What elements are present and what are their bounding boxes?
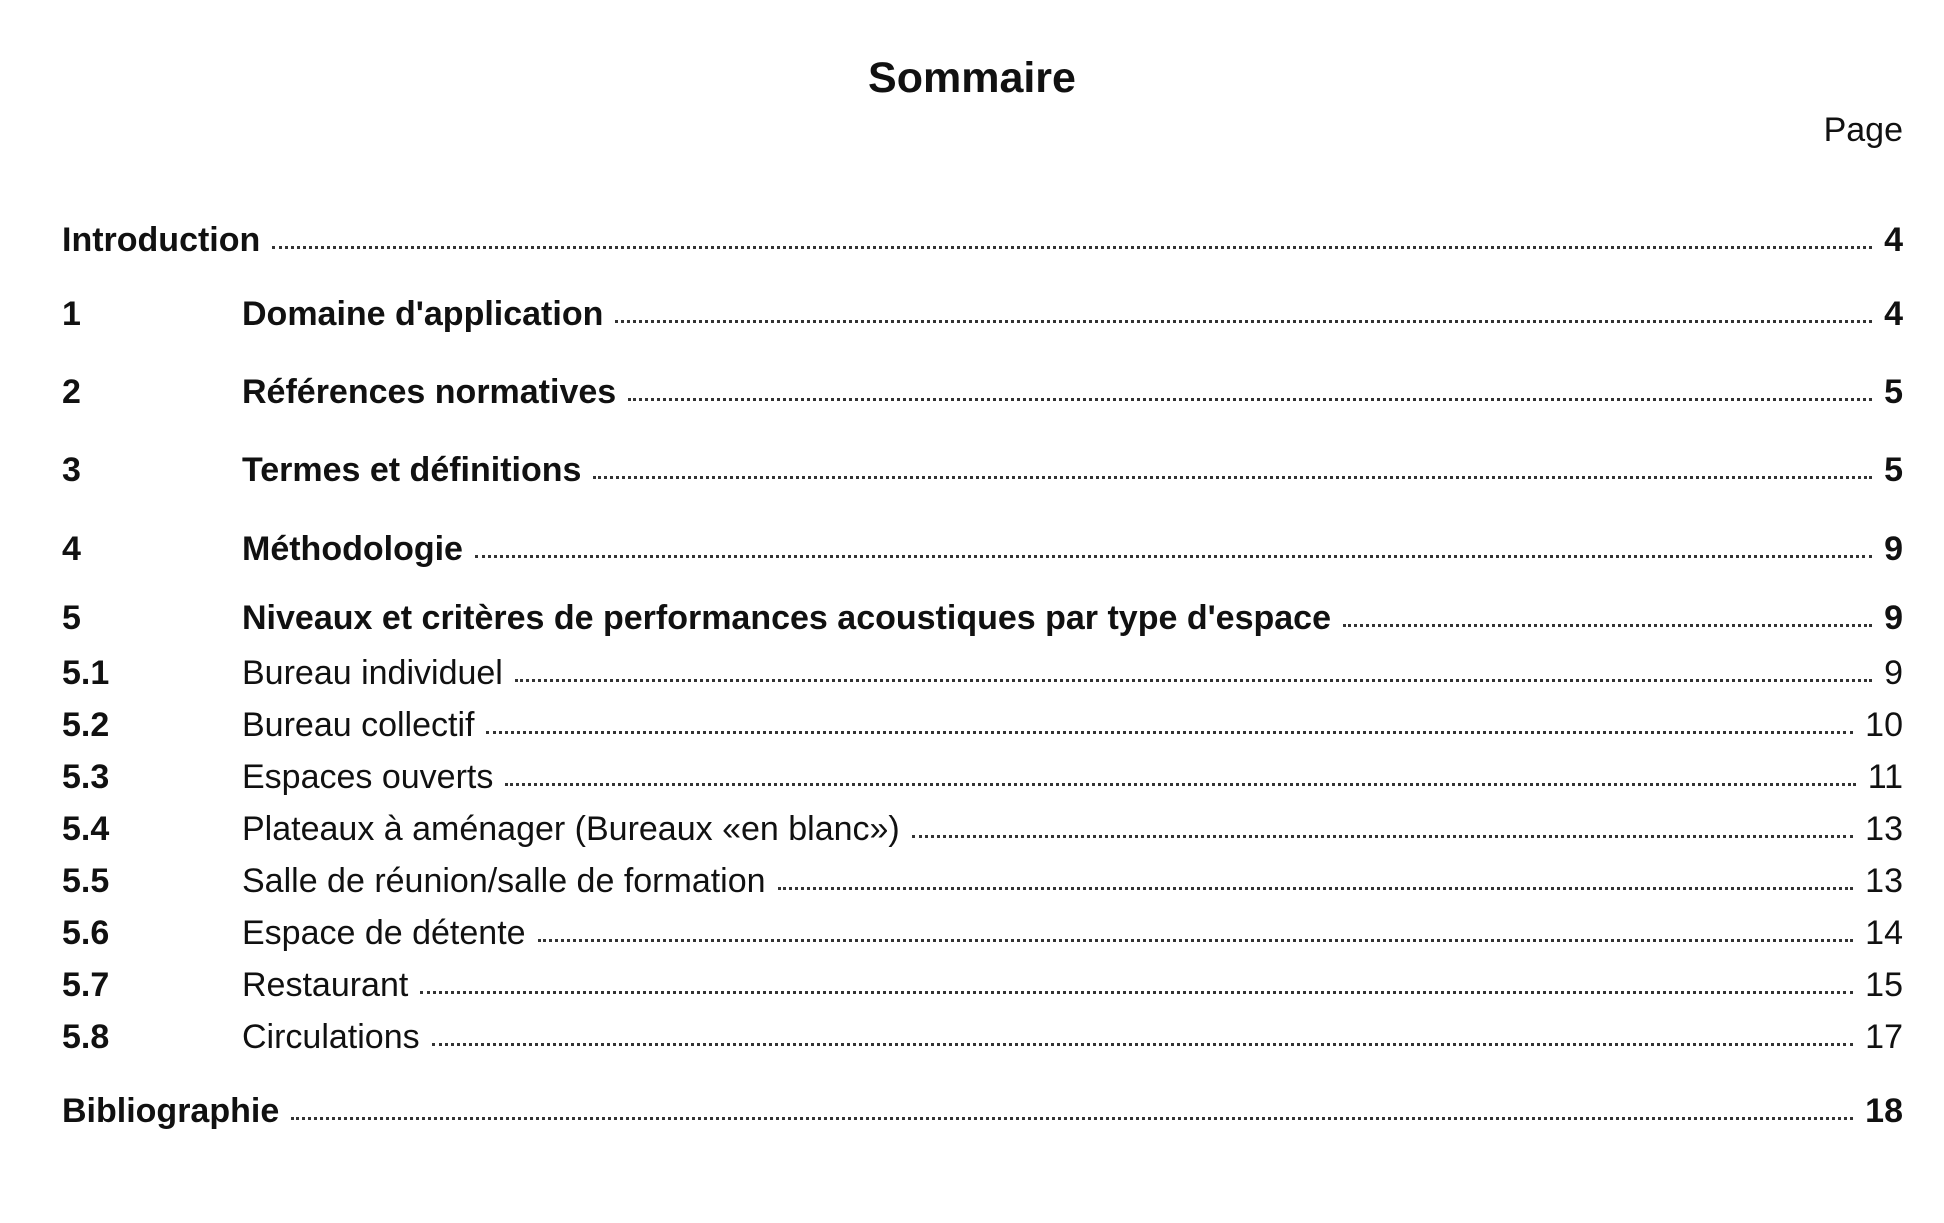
toc-dot-leader: [1343, 620, 1872, 627]
toc-entry-page: 17: [1865, 1018, 1903, 1056]
toc-entry-number: 5.7: [62, 966, 110, 1004]
toc-dot-leader: [291, 1113, 1853, 1120]
toc-entry-page: 11: [1867, 758, 1903, 796]
toc-entry-title: Bibliographie: [62, 1092, 280, 1130]
toc-entry-page: 5: [1884, 451, 1903, 489]
toc-entry-title: Salle de réunion/salle de formation: [242, 862, 766, 900]
toc-entry-title: Restaurant: [242, 966, 409, 1004]
toc-entry-5-1[interactable]: [62, 647, 1903, 699]
toc-entry-number: 5.8: [62, 1018, 110, 1056]
toc-entry-title: Références normatives: [242, 373, 617, 411]
page-title: Sommaire: [868, 54, 1076, 102]
toc-entry-4[interactable]: [62, 509, 1903, 589]
toc-entry-page: 4: [1884, 295, 1903, 333]
toc-dot-leader: [505, 779, 1855, 786]
toc-entry-page: 18: [1865, 1092, 1903, 1130]
toc-entry-page: 10: [1865, 706, 1903, 744]
toc-entry-page: 13: [1865, 810, 1903, 848]
toc-entry-title: Bureau individuel: [242, 654, 503, 692]
toc-dot-leader: [912, 831, 1853, 838]
toc-dot-leader: [420, 987, 1853, 994]
toc-entry-page: 4: [1884, 221, 1903, 259]
toc-entry-number: 5.1: [62, 654, 110, 692]
toc-entry-number: 3: [62, 451, 81, 489]
toc-entry-title: Espaces ouverts: [242, 758, 494, 796]
toc-dot-leader: [272, 242, 1872, 249]
toc-entry-bibliographie[interactable]: [62, 1083, 1903, 1139]
toc-dot-leader: [593, 472, 1872, 479]
toc-entry-page: 13: [1865, 862, 1903, 900]
toc-entry-5[interactable]: [62, 589, 1903, 647]
toc-entry-number: 5.5: [62, 862, 110, 900]
toc-entry-number: 5: [62, 599, 81, 637]
toc-entry-2[interactable]: [62, 353, 1903, 431]
toc-entry-5-5[interactable]: [62, 855, 1903, 907]
toc-entry-number: 4: [62, 530, 81, 568]
toc-dot-leader: [486, 727, 1853, 734]
toc-dot-leader: [628, 394, 1872, 401]
toc-entry-1[interactable]: [62, 275, 1903, 353]
table-of-contents: [62, 205, 1903, 1139]
page-column-header: Page: [1823, 111, 1903, 149]
toc-dot-leader: [615, 316, 1872, 323]
toc-entry-title: Plateaux à aménager (Bureaux «en blanc»): [242, 810, 900, 848]
toc-dot-leader: [432, 1039, 1854, 1046]
toc-entry-5-7[interactable]: [62, 959, 1903, 1011]
toc-entry-5-6[interactable]: [62, 907, 1903, 959]
toc-entry-page: 15: [1865, 966, 1903, 1004]
toc-entry-number: 5.2: [62, 706, 110, 744]
toc-entry-number: 5.4: [62, 810, 110, 848]
toc-entry-3[interactable]: [62, 431, 1903, 509]
toc-entry-title: Domaine d'application: [242, 295, 604, 333]
toc-entry-number: 2: [62, 373, 81, 411]
toc-entry-title: Méthodologie: [242, 530, 463, 568]
toc-entry-introduction[interactable]: [62, 205, 1903, 275]
toc-entry-title: Termes et définitions: [242, 451, 582, 489]
toc-entry-5-2[interactable]: [62, 699, 1903, 751]
toc-entry-page: 9: [1884, 654, 1903, 692]
toc-entry-title: Niveaux et critères de performances acoustiques par type d'espace: [242, 599, 1331, 637]
toc-entry-page: 9: [1884, 599, 1903, 637]
toc-dot-leader: [515, 675, 1872, 682]
toc-entry-title: Espace de détente: [242, 914, 526, 952]
toc-entry-page: 14: [1865, 914, 1903, 952]
toc-entry-title: Circulations: [242, 1018, 420, 1056]
toc-entry-title: Introduction: [62, 221, 261, 259]
toc-entry-page: 9: [1884, 530, 1903, 568]
toc-entry-number: 1: [62, 295, 81, 333]
toc-entry-5-3[interactable]: [62, 751, 1903, 803]
toc-entry-5-8[interactable]: [62, 1011, 1903, 1083]
toc-dot-leader: [538, 935, 1854, 942]
toc-entry-number: 5.6: [62, 914, 110, 952]
toc-entry-number: 5.3: [62, 758, 110, 796]
toc-dot-leader: [475, 551, 1872, 558]
toc-dot-leader: [778, 883, 1854, 890]
toc-entry-page: 5: [1884, 373, 1903, 411]
toc-entry-title: Bureau collectif: [242, 706, 475, 744]
toc-entry-5-4[interactable]: [62, 803, 1903, 855]
